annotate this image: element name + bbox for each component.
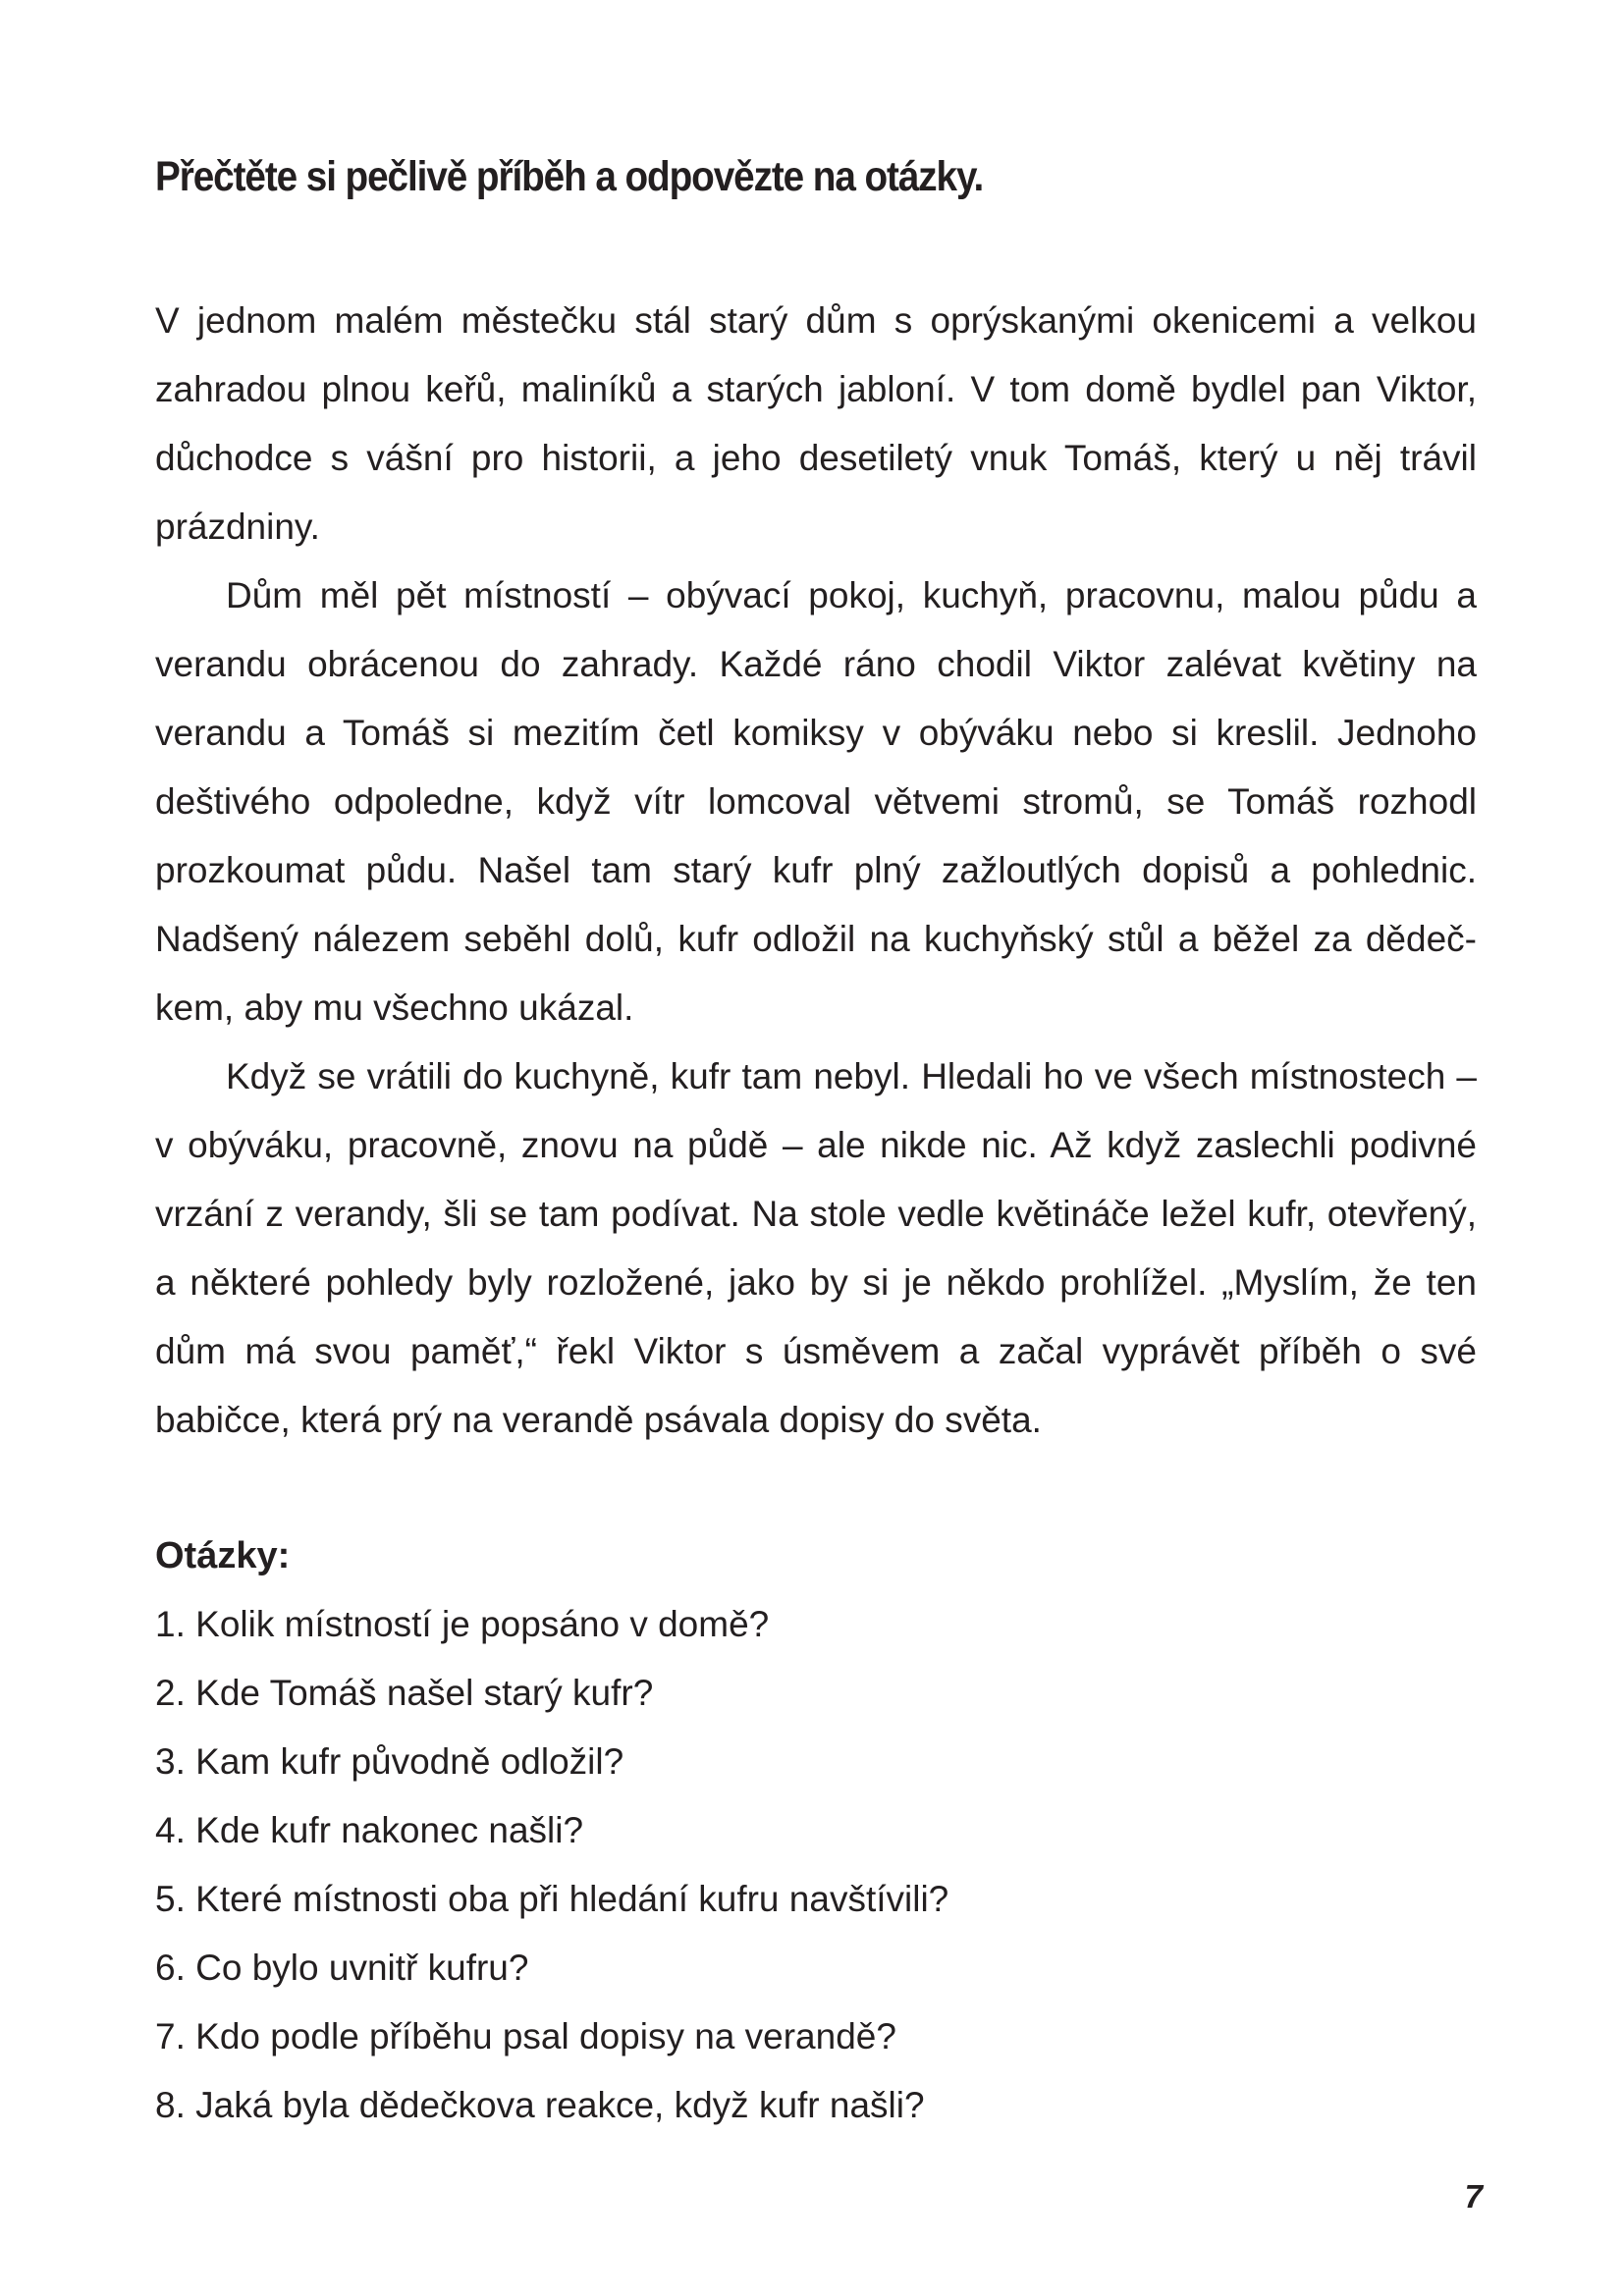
instruction-heading: Přečtěte si pečlivě příběh a odpovězte na otázky. [155, 153, 984, 200]
question-item: 7. Kdo podle příběhu psal dopisy na verandě? [155, 2016, 896, 2056]
question-item: 8. Jaká byla dědečkova reakce, když kufr našli? [155, 2085, 925, 2125]
story-paragraph: Dům měl pět místností – obývací pokoj, kuchyň, pracovnu, malou půdu a verandu obrácenou do zahrady. Každé ráno chodil Viktor zalévat květiny na verandu a Tomáš si mezitím četl komiksy v obýváku nebo si kreslil. Jednoho deštivého odpoledne, když vítr lomcoval větvemi stromů, se Tomáš rozhodl prozkoumat půdu. Našel tam starý kufr plný zažloutlých dopisů a pohlednic. Nadšený nálezem seběhl dolů, kufr odložil na kuchyňský stůl a běžel za dědečkem, aby mu všechno ukázal. [155, 575, 1477, 1028]
question-item: 4. Kde kufr nakonec našli? [155, 1810, 584, 1850]
question-item: 6. Co bylo uvnitř kufru? [155, 1948, 529, 1988]
story-paragraph: V jednom malém městečku stál starý dům s oprýskanými okenicemi a velkou zahradou plnou keřů, maliníků a starých jabloní. V tom domě bydlel pan Viktor, důchodce s vášní pro historii, a jeho desetiletý vnuk Tomáš, který u něj trávil prázdniny. [155, 300, 1477, 547]
questions-list [155, 1590, 1477, 2140]
story-text [155, 287, 1477, 1455]
question-item: 2. Kde Tomáš našel starý kufr? [155, 1673, 654, 1713]
question-item: 3. Kam kufr původně odložil? [155, 1741, 624, 1782]
story-paragraph: Když se vrátili do kuchyně, kufr tam nebyl. Hledali ho ve všech místnostech – v obýváku, pracovně, znovu na půdě – ale nikde nic. Až když zaslechli podivné vrzání z verandy, šli se tam podívat. Na stole vedle květináče ležel kufr, otevřený, a některé pohledy byly rozložené, jako by si je někdo prohlížel. „Myslím, že ten dům má svou paměť,“ řekl Viktor s úsměvem a začal vyprávět příběh o své babičce, která prý na verandě psávala dopisy do světa. [155, 1056, 1477, 1440]
question-item: 5. Které místnosti oba při hledání kufru navštívili? [155, 1879, 949, 1919]
question-item: 1. Kolik místností je popsáno v domě? [155, 1604, 770, 1644]
page-number: 7 [1464, 2178, 1483, 2215]
questions-title: Otázky: [155, 1535, 291, 1576]
